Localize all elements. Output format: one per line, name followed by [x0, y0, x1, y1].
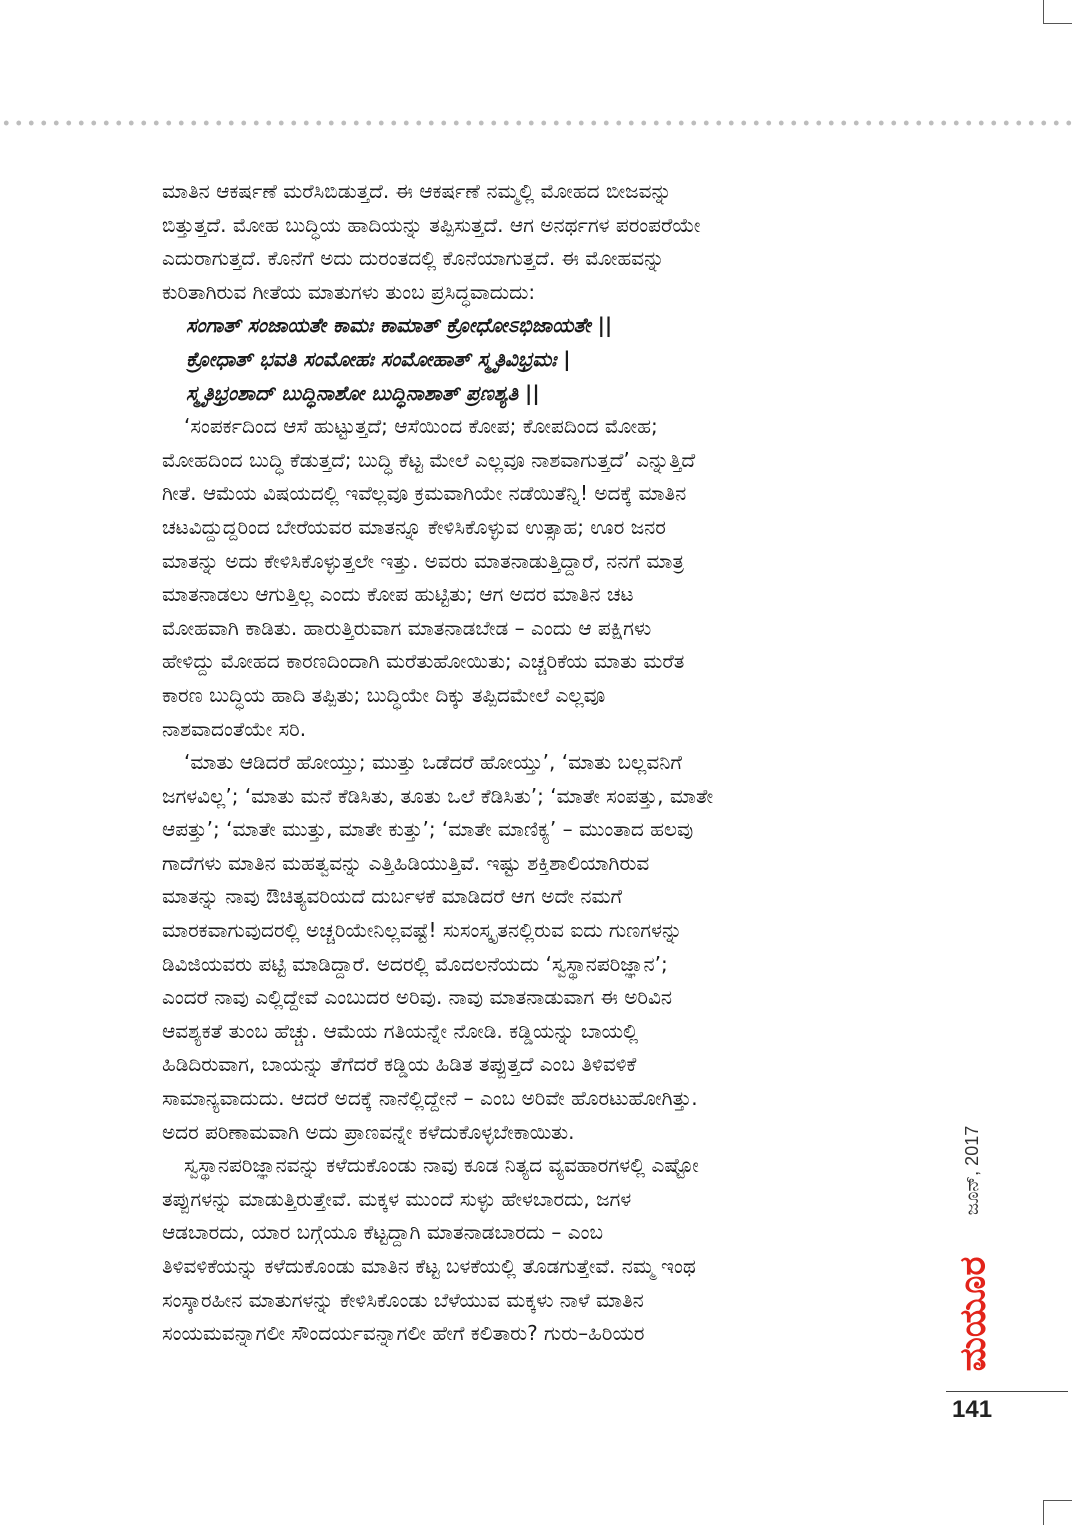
text-line: ನಾಶವಾದಂತೆಯೇ ಸರಿ.: [162, 716, 307, 741]
article-body: [162, 175, 887, 1351]
text-line: ಹಿಡಿದಿರುವಾಗ, ಬಾಯನ್ನು ತೆಗೆದರೆ ಕಡ್ಡಿಯ ಹಿಡಿತ ತಪ್ಪುತ್ತದೆ ಎಂಬ ತಿಳಿವಳಿಕೆ: [162, 1052, 637, 1077]
text-line: ಆವಶ್ಯಕತೆ ತುಂಬ ಹೆಚ್ಚು. ಆಮೆಯ ಗತಿಯನ್ನೇ ನೋಡಿ. ಕಡ್ಡಿಯನ್ನು ಬಾಯಲ್ಲಿ: [162, 1018, 639, 1043]
dotted-header-rule: [0, 120, 1072, 126]
text-line: ಚಟವಿದ್ದುದ್ದರಿಂದ ಬೇರೆಯವರ ಮಾತನ್ನೂ ಕೇಳಿಸಿಕೊಳ್ಳುವ ಉತ್ಸಾಹ; ಊರ ಜನರ: [162, 514, 666, 539]
verse-line: ಸ್ಮೃತಿಭ್ರಂಶಾದ್ ಬುದ್ಧಿನಾಶೋ ಬುದ್ಧಿನಾಶಾತ್ ಪ್ರಣಶ್ಯತಿ ||: [186, 380, 540, 405]
text-line: ಎಂದರೆ ನಾವು ಎಲ್ಲಿದ್ದೇವೆ ಎಂಬುದರ ಅರಿವು. ನಾವು ಮಾತನಾಡುವಾಗ ಈ ಅರಿವಿನ: [162, 985, 673, 1010]
text-line: ಕುರಿತಾಗಿರುವ ಗೀತೆಯ ಮಾತುಗಳು ತುಂಬ ಪ್ರಸಿದ್ಧವಾದುದು:: [162, 279, 536, 304]
text-line: ಕಾರಣ ಬುದ್ಧಿಯ ಹಾದಿ ತಪ್ಪಿತು; ಬುದ್ಧಿಯೇ ದಿಕ್ಕು ತಪ್ಪಿದಮೇಲೆ ಎಲ್ಲವೂ: [162, 682, 606, 707]
text-line: ಸಂಯಮವನ್ನಾಗಲೀ ಸೌಂದರ್ಯವನ್ನಾಗಲೀ ಹೇಗೆ ಕಲಿತಾರು? ಗುರು–ಹಿರಿಯರ: [162, 1321, 645, 1346]
magazine-sidebar: [948, 1120, 998, 1390]
text-line: ಮೋಹದಿಂದ ಬುದ್ಧಿ ಕೆಡುತ್ತದೆ; ಬುದ್ಧಿ ಕೆಟ್ಟ ಮೇಲೆ ಎಲ್ಲವೂ ನಾಶವಾಗುತ್ತದೆ’ ಎನ್ನುತ್ತಿದೆ: [162, 447, 696, 472]
crop-mark-top-vertical: [1043, 0, 1044, 23]
page-number-rule: [946, 1391, 1068, 1392]
crop-mark-bottom-horizontal: [1043, 1500, 1072, 1501]
text-line: ಜಗಳವಿಲ್ಲ’; ‘ಮಾತು ಮನೆ ಕೆಡಿಸಿತು, ತೂತು ಒಲೆ ಕೆಡಿಸಿತು’; ‘ಮಾತೇ ಸಂಪತ್ತು, ಮಾತೇ: [162, 783, 714, 808]
text-line: ತಿಳಿವಳಿಕೆಯನ್ನು ಕಳೆದುಕೊಂಡು ಮಾತಿನ ಕೆಟ್ಟ ಬಳಕೆಯಲ್ಲಿ ತೊಡಗುತ್ತೇವೆ. ನಮ್ಮ ಇಂಥ: [162, 1254, 696, 1278]
verse-line: ಕ್ರೋಧಾತ್ ಭವತಿ ಸಂಮೋಹಃ ಸಂಮೋಹಾತ್ ಸ್ಮೃತಿವಿಭ್ರಮಃ |: [186, 346, 571, 371]
text-line: ಗಾದೆಗಳು ಮಾತಿನ ಮಹತ್ವವನ್ನು ಎತ್ತಿಹಿಡಿಯುತ್ತಿವೆ. ಇಷ್ಟು ಶಕ್ತಿಶಾಲಿಯಾಗಿರುವ: [162, 850, 650, 875]
magazine-logo-text: ಮಯೂರ: [952, 1256, 993, 1372]
verse-line: ಸಂಗಾತ್ ಸಂಜಾಯತೇ ಕಾಮಃ ಕಾಮಾತ್ ಕ್ರೋಧೋಽಭಿಜಾಯತೇ ||: [186, 313, 613, 338]
text-line: ಮಾತನ್ನು ನಾವು ಔಚಿತ್ಯವರಿಯದೆ ದುರ್ಬಳಕೆ ಮಾಡಿದರೆ ಆಗ ಅದೇ ನಮಗೆ: [162, 884, 623, 909]
text-line: ಮೋಹವಾಗಿ ಕಾಡಿತು. ಹಾರುತ್ತಿರುವಾಗ ಮಾತನಾಡಬೇಡ – ಎಂದು ಆ ಪಕ್ಷಿಗಳು: [162, 615, 652, 640]
magazine-logo: [948, 1240, 998, 1388]
text-line: ಆಡಬಾರದು, ಯಾರ ಬಗ್ಗೆಯೂ ಕೆಟ್ಟದ್ದಾಗಿ ಮಾತನಾಡಬಾರದು – ಎಂಬ: [162, 1220, 604, 1245]
text-line: ‘ಮಾತು ಆಡಿದರೆ ಹೋಯ್ತು; ಮುತ್ತು ಒಡೆದರೆ ಹೋಯ್ತು’, ‘ಮಾತು ಬಲ್ಲವನಿಗೆ: [184, 750, 682, 775]
text-line: ತಪ್ಪುಗಳನ್ನು ಮಾಡುತ್ತಿರುತ್ತೇವೆ. ಮಕ್ಕಳ ಮುಂದೆ ಸುಳ್ಳು ಹೇಳಬಾರದು, ಜಗಳ: [162, 1186, 632, 1211]
crop-mark-top-horizontal: [1043, 23, 1072, 24]
text-line: ಹೇಳಿದ್ದು ಮೋಹದ ಕಾರಣದಿಂದಾಗಿ ಮರೆತುಹೋಯಿತು; ಎಚ್ಚರಿಕೆಯ ಮಾತು ಮರೆತ: [162, 649, 685, 674]
text-line: ಮಾತನ್ನು ಅದು ಕೇಳಿಸಿಕೊಳ್ಳುತ್ತಲೇ ಇತ್ತು. ಅವರು ಮಾತನಾಡುತ್ತಿದ್ದಾರೆ, ನನಗೆ ಮಾತ್ರ: [162, 548, 684, 573]
text-line: ಬಿತ್ತುತ್ತದೆ. ಮೋಹ ಬುದ್ಧಿಯ ಹಾದಿಯನ್ನು ತಪ್ಪಿಸುತ್ತದೆ. ಆಗ ಅನರ್ಥಗಳ ಪರಂಪರೆಯೇ: [162, 212, 701, 237]
text-line: ಎದುರಾಗುತ್ತದೆ. ಕೊನೆಗೆ ಅದು ದುರಂತದಲ್ಲಿ ಕೊನೆಯಾಗುತ್ತದೆ. ಈ ಮೋಹವನ್ನು: [162, 246, 665, 271]
page-number: 141: [952, 1396, 993, 1423]
text-line: ಮಾರಕವಾಗುವುದರಲ್ಲಿ ಅಚ್ಚರಿಯೇನಿಲ್ಲವಷ್ಟೆ! ಸುಸಂಸ್ಕೃತನಲ್ಲಿರುವ ಐದು ಗುಣಗಳನ್ನು: [162, 918, 683, 943]
text-line: ಡಿವಿಜಿಯವರು ಪಟ್ಟಿ ಮಾಡಿದ್ದಾರೆ. ಅದರಲ್ಲಿ ಮೊದಲನೆಯದು ‘ಸ್ವಸ್ಥಾನಪರಿಜ್ಞಾನ’;: [162, 951, 668, 976]
text-line: ಮಾತಿನ ಆಕರ್ಷಣೆ ಮರೆಸಿಬಿಡುತ್ತದೆ. ಈ ಆಕರ್ಷಣೆ ನಮ್ಮಲ್ಲಿ ಮೋಹದ ಬೀಜವನ್ನು: [162, 179, 672, 203]
issue-date-text: ಜೂನ್, 2017: [962, 1125, 983, 1215]
text-line: ‘ಸಂಪರ್ಕದಿಂದ ಆಸೆ ಹುಟ್ಟುತ್ತದೆ; ಆಸೆಯಿಂದ ಕೋಪ; ಕೋಪದಿಂದ ಮೋಹ;: [184, 414, 658, 439]
text-line: ಸ್ವಸ್ಥಾನಪರಿಜ್ಞಾನವನ್ನು ಕಳೆದುಕೊಂಡು ನಾವು ಕೂಡ ನಿತ್ಯದ ವ್ಯವಹಾರಗಳಲ್ಲಿ ಎಷ್ಟೋ: [184, 1153, 699, 1178]
text-line: ಅದರ ಪರಿಣಾಮವಾಗಿ ಅದು ಪ್ರಾಣವನ್ನೇ ಕಳೆದುಕೊಳ್ಳಬೇಕಾಯಿತು.: [162, 1119, 575, 1144]
crop-mark-bottom-vertical: [1043, 1500, 1044, 1525]
text-line: ಸಾಮಾನ್ಯವಾದುದು. ಆದರೆ ಅದಕ್ಕೆ ನಾನೆಲ್ಲಿದ್ದೇನೆ – ಎಂಬ ಅರಿವೇ ಹೊರಟುಹೋಗಿತ್ತು.: [162, 1086, 698, 1111]
issue-date: [948, 1120, 998, 1220]
text-line: ಸಂಸ್ಕಾರಹೀನ ಮಾತುಗಳನ್ನು ಕೇಳಿಸಿಕೊಂಡು ಬೆಳೆಯುವ ಮಕ್ಕಳು ನಾಳೆ ಮಾತಿನ: [162, 1287, 644, 1312]
text-line: ಗೀತೆ. ಆಮೆಯ ವಿಷಯದಲ್ಲಿ ಇವೆಲ್ಲವೂ ಕ್ರಮವಾಗಿಯೇ ನಡೆಯಿತೆನ್ನಿ! ಅದಕ್ಕೆ ಮಾತಿನ: [162, 481, 687, 506]
text-line: ಆಪತ್ತು’; ‘ಮಾತೇ ಮುತ್ತು, ಮಾತೇ ಕುತ್ತು’; ‘ಮಾತೇ ಮಾಣಿಕ್ಯ’ – ಮುಂತಾದ ಹಲವು: [162, 817, 694, 842]
text-line: ಮಾತನಾಡಲು ಆಗುತ್ತಿಲ್ಲ ಎಂದು ಕೋಪ ಹುಟ್ಟಿತು; ಆಗ ಅದರ ಮಾತಿನ ಚಟ: [162, 582, 634, 607]
